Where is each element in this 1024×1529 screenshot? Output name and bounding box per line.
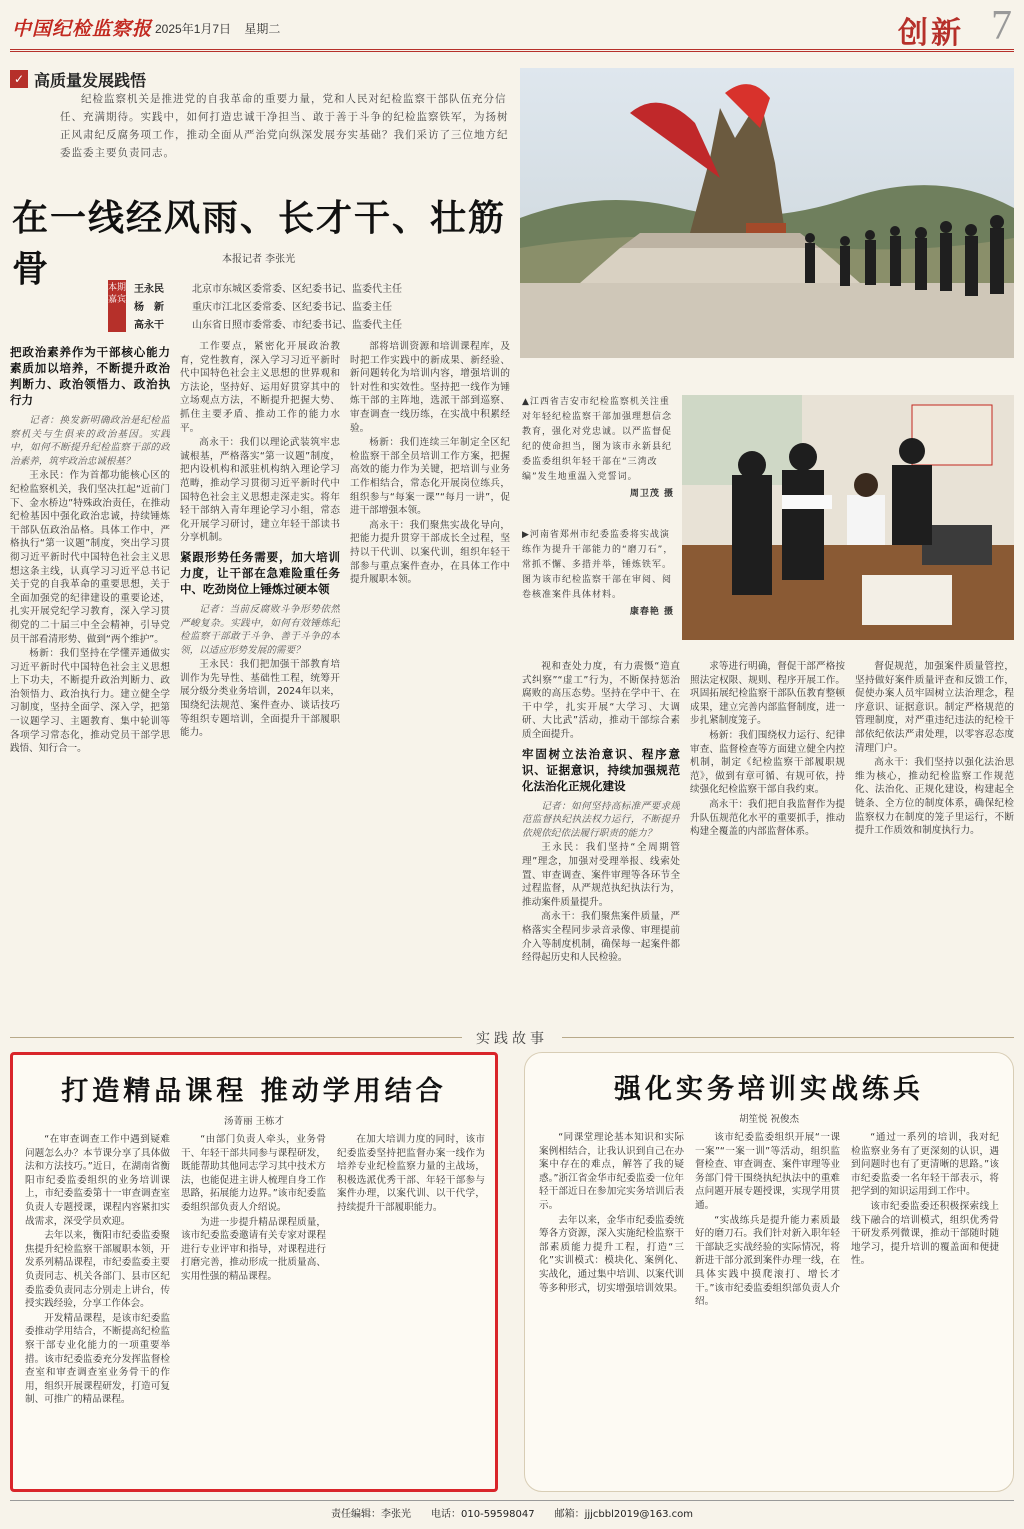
- story-paragraph: 在加大培训力度的同时，该市纪委监委坚持把监督办案一线作为培养专业纪检监察力量的主战场，积极选派优秀干部、年轻干部参与案件办理，以案代训、以干代学，持续提升干部履职能力。: [337, 1134, 485, 1213]
- story-paragraph: “实战练兵是提升能力素质最好的磨刀石。我们针对新入职年轻干部缺乏实战经验的实际情况，将新进干部分派到案件办理一线，在具体实践中摸爬滚打、增长才干。”该市纪委监委组织部负责人介绍。: [695, 1214, 840, 1308]
- masthead: [10, 3, 1014, 52]
- question: 记者：如何坚持高标准严要求规范监督执纪执法权力运行，不断提升依规依纪依法履行职责的能力？: [522, 800, 680, 839]
- intro-paragraph: 纪检监察机关是推进党的自我革命的重要力量，党和人民对纪检监察干部队伍充分信任、充满期待。实践中，如何打造忠诚干净担当、敢于善于斗争的纪检监察铁军，为扬树正风肃纪反腐务项工作，推动全面从严治党向纵深发展夯实基础？我们采访了三位地方纪委监委主要负责同志。: [60, 93, 509, 159]
- story-paragraph: 该市纪委监委还积极探索线上线下融合的培训模式，组织优秀骨干研发系列微课，推动干部随时随地学习，提升培训的覆盖面和便捷性。: [851, 1200, 999, 1267]
- byline: 本报记者 李张光: [222, 254, 296, 265]
- practice-label: 实践故事: [462, 1028, 562, 1048]
- story-column: [25, 1133, 170, 1481]
- guest-row: [134, 280, 402, 295]
- answer: 王永民：我们坚持“全周期管理”理念，加强对受理举报、线索处置、审查调查、案件审理等各环节全过程监督，从严规范执纪执法行为，推动案件质量提升。: [522, 842, 680, 908]
- story-column: [181, 1133, 326, 1481]
- story-paragraph: “同课堂理论基本知识和实际案例相结合，让我认识到自己在办案中存在的难点，解答了我的疑惑。”浙江省金华市纪委监委一位年轻干部近日在参加完实务培训后表示。: [539, 1132, 684, 1211]
- story-column: [695, 1131, 840, 1479]
- guest-title: 重庆市江北区委常委、区纪委书记、监委主任: [192, 302, 392, 313]
- caption-text: ▲江西省吉安市纪检监察机关注重对年轻纪检监察干部加强理想信念教育，强化对党忠诚。以严监督促纪的使命担当，图为该市永新县纪委监委组织年轻干部在“三湾改编”发生地重温入党誓词。: [522, 397, 673, 482]
- guest-name: 王永民: [134, 284, 164, 295]
- article-column-3: [350, 340, 510, 1005]
- guest-name: 高永干: [134, 320, 164, 331]
- photo-office: [682, 395, 1014, 640]
- answer: 杨新：我们围绕权力运行、纪律审查、监督检查等方面建立健全内控机制，制定《纪检监察干部履职规范》，做到有章可循、有规可依，持续强化纪检监察干部自我约束。: [690, 729, 845, 796]
- article-column-5: [690, 660, 845, 1005]
- story-column: [851, 1131, 999, 1479]
- section-subhead: 紧跟形势任务需要，加大培训力度，让干部在急难险重任务中、吃劲岗位上锤炼过硬本领: [180, 549, 340, 596]
- guests-tag: 本期嘉宾: [108, 280, 126, 332]
- answer: 高永干：我们把自我监督作为提升队伍规范化水平的重要抓手，推动构建全覆盖的内部监督体系。: [690, 798, 845, 838]
- story-paragraph: 该市纪委监委组织开展“一课一案”“一案一训”等活动，组织监督检查、审查调查、案件审理等业务部门骨干围绕执纪执法中的重难点问题开展专题授课，实现学用贯通。: [695, 1132, 840, 1211]
- answer: 高永干：我们聚焦实战化导向，把能力提升贯穿干部成长全过程，坚持以干代训、以案代训，组织年轻干部参与重点案件查办，在具体工作中提升履职本领。: [350, 519, 510, 586]
- footer-editor: 责任编辑：李张光: [331, 1509, 411, 1520]
- story-paragraph: “通过一系列的培训，我对纪检监察业务有了更深刻的认识，遇到问题时也有了更清晰的思路。”该市纪委监委一名年轻干部表示，将把学到的知识运用到工作中。: [851, 1132, 999, 1198]
- dateline: [155, 20, 280, 37]
- question: 记者：当前反腐败斗争形势依然严峻复杂。实践中，如何有效锤炼纪检监察干部敢于斗争、善于斗争的本领，以适应形势发展的需要？: [180, 603, 340, 656]
- weekday: 星期二: [244, 22, 281, 36]
- caption-credit: 周卫茂 摄: [629, 489, 674, 499]
- footer-phone: 电话：010-59598047: [431, 1509, 535, 1520]
- guest-row: [134, 316, 402, 331]
- column-label: [10, 68, 146, 90]
- story-authors: 汤菁丽 王栋才: [223, 1116, 285, 1127]
- guest-row: [134, 298, 392, 313]
- article-column-2: [180, 340, 340, 1005]
- story-authors: 胡笙悦 祝俊杰: [738, 1114, 800, 1125]
- page-number: 7: [991, 3, 1012, 49]
- answer: 部将培训资源和培训课程库，及时把工作实践中的新成果、新经验、新问题转化为培训内容，增强培训的针对性和实效性。坚持把一线作为锤炼干部的主阵地，选派干部到巡察、审查调查一线历练，在实战中积累经验。: [350, 341, 510, 434]
- photo-monument: [520, 68, 1014, 358]
- story-paragraph: 去年以来，金华市纪委监委统筹各方资源，深入实施纪检监察干部素质能力提升工程，打造“三化”实训模式：模块化、案例化、实战化，通过集中培训、以案代训等多种形式，切实增强培训效果。: [539, 1214, 684, 1294]
- story-title: 打造精品课程 推动学用结合: [61, 1076, 447, 1107]
- answer: 高永干：我们以理论武装筑牢忠诚根基，严格落实“第一议题”制度，把内设机构和派驻机构纳入理论学习范畴，推动学习贯彻习近平新时代中国特色社会主义思想走深走实。将年轻干部纳入青年理论学习小组，常态化开展学习研讨，建立年轻干部读书分享机制。: [180, 437, 340, 544]
- answer: 杨新：我们坚持在学懂弄通做实习近平新时代中国特色社会主义思想上下功夫，不断提升政治判断力、政治领悟力、政治执行力。建立健全学习制度，坚持全面学、深入学，把第一议题学习、主题教育、集中轮训等各项学习常态化，推动党员干部学思践悟、知行合一。: [10, 648, 170, 755]
- section-subhead: 把政治素养作为干部核心能力素质加以培养，不断提升政治判断力、政治领悟力、政治执行力: [10, 345, 170, 407]
- article-column-6: [855, 660, 1014, 1005]
- answer: 求等进行明确，督促干部严格按照法定权限、规则、程序开展工作。巩固拓展纪检监察干部队伍教育整顿成果，建立完善内部监督制度，进一步扎紧制度笼子。: [690, 661, 845, 727]
- story-box-right: [524, 1052, 1014, 1492]
- column-label-text: 高质量发展践悟: [34, 70, 147, 90]
- answer: 王永民：作为首都功能核心区的纪检监察机关，我们坚决扛起“近前门下、金水桥边”特殊政治责任，在推动纪检基因中强化政治忠诚，持续锤炼干部队伍政治品格。具体工作中，严格执行“第一议题”制度，突出学习贯彻习近平新时代中国特色社会主义思想这条主线，认真学习习近平总书记关于党的自我革命的重要思想，关于全面加强党的纪律建设的重要论述，扎实开展党纪学习教育，深入学习贯彻党的二十届三中全会精神，引导党员干部看清形势、做到“两个维护”。: [10, 470, 170, 645]
- footer-email: 邮箱：jjjcbbl2019@163.com: [554, 1509, 693, 1520]
- guest-title: 北京市东城区委常委、区纪委书记、监委代主任: [192, 284, 402, 295]
- answer: 视和查处力度，有力震慑“造直式纠察”“虚工”行为，不断保持惩治腐败的高压态势。坚持在学中干、在干中学，扎实开展“大学习、大调研、大比武”活动，推动干部综合素质全面提升。: [522, 661, 680, 740]
- photo-caption-top: [522, 395, 674, 502]
- monument-illustration: [520, 68, 1014, 358]
- photo-caption-bottom: [522, 528, 674, 620]
- guest-name: 杨 新: [134, 302, 164, 313]
- flag-icon: ✓: [10, 70, 28, 88]
- section-subhead: 牢固树立法治意识、程序意识、证据意识，持续加强规范化法治化正规化建设: [522, 746, 680, 793]
- answer: 高永干：我们坚持以强化法治思维为核心，推动纪检监察工作规范化、法治化、正规化建设，构建起全链条、全方位的制度体系，确保纪检监察权力在制度的笼子里运行，不断提升工作质效和制度执行力。: [855, 757, 1014, 837]
- story-column: [337, 1133, 485, 1481]
- answer: 王永民：我们把加强干部教育培训作为先导性、基础性工程，统筹开展分级分类业务培训，2024年以来，围绕纪法规范、案件查办、谈话技巧等组织专题培训，全面提升干部履职能力。: [180, 659, 340, 739]
- story-column: [539, 1131, 684, 1479]
- answer: 杨新：我们连续三年制定全区纪检监察干部全员培训工作方案，把握高效的能力作为关键，把培训与业务工作相结合，常态化开展岗位练兵，组织参与“每案一课”“每月一讲”，促进干部增强本领。: [350, 437, 510, 517]
- brand-logo: 中国纪检监察报: [12, 18, 153, 40]
- story-title: 强化实务培训实战练兵: [614, 1074, 924, 1105]
- caption-credit: 康春艳 摄: [629, 607, 674, 617]
- article-column-4: [522, 660, 680, 1005]
- story-paragraph: 开发精品课程，是该市纪委监委推动学用结合，不断提高纪检监察干部专业化能力的一项重要举措。该市纪委监委充分发挥监督检查室和审查调查室业务骨干的作用，组织开展课程研发，打造可复制、可推广的精品课程。: [25, 1312, 170, 1406]
- office-illustration: [682, 395, 1014, 640]
- answer: 高永干：我们聚焦案件质量，严格落实全程同步录音录像、审理提前介入等制度机制，确保每一起案件都经得起历史和人民检验。: [522, 911, 680, 964]
- story-paragraph: “由部门负责人牵头，业务骨干、年轻干部共同参与课程研发，既能帮助其他同志学习其中技术方法，也能促进主讲人梳理自身工作思路，拓展能力边界。”该市纪委监委组织部负责人介绍说。: [181, 1134, 326, 1213]
- page-footer: [10, 1500, 1014, 1522]
- caption-text: ▶河南省郑州市纪委监委将实战演练作为提升干部能力的“磨刀石”，常抓不懈、多措并举，锤炼铁军。图为该市纪检监察干部在审阅、阅卷核准案件具体材料。: [522, 530, 674, 600]
- answer: 工作要点，紧密化开展政治教育，党性教育，深入学习习近平新时代中国特色社会主义思想的世界观和方法论，坚持好、运用好贯穿其中的立场观点方法，不断提升把握大势、抓住主要矛盾、推动工作的能力水平。: [180, 341, 340, 434]
- story-paragraph: 去年以来，衡阳市纪委监委聚焦提升纪检监察干部履职本领，开发系列精品课程，市纪委监委主要负责同志、机关各部门、县市区纪委监委负责同志分别走上讲台，传授实践经验，分享工作体会。: [25, 1230, 170, 1310]
- story-paragraph: “在审查调查工作中遇到疑难问题怎么办？本节课分享了具体做法和方法技巧。”近日，在湖南省衡阳市纪委监委组织的业务培训课上，市纪委监委第十一审查调查室负责人专题授课，课程内容紧扣实战需求，深受学员欢迎。: [25, 1134, 170, 1227]
- answer: 督促规范，加强案件质量管控，坚持做好案件质量评查和反馈工作，促使办案人员牢固树立法治理念，程序意识、证据意识。制定严格规范的管理制度，对严重违纪违法的纪检干部依纪依法严肃处理，以零容忍态度清理门户。: [855, 661, 1014, 754]
- article-column-1: [10, 340, 170, 1005]
- headline: 在一线经风雨、长才干、壮筋骨: [12, 197, 507, 290]
- date: 2025年1月7日: [155, 22, 232, 36]
- guest-title: 山东省日照市委常委、市纪委书记、监委代主任: [192, 320, 402, 331]
- story-box-left: [10, 1052, 498, 1492]
- section-name: 创新: [898, 16, 964, 51]
- story-paragraph: 为进一步提升精品课程质量，该市纪委监委邀请有关专家对课程进行专业评审和指导，对课程进行打磨完善，推动形成一批质量高、实用性强的精品课程。: [181, 1216, 326, 1282]
- question: 记者：换发新明确政治是纪检监察机关与生俱来的政治基因。实践中，如何不断提升纪检监察干部的政治素养，筑牢政治忠诚根基？: [10, 415, 170, 467]
